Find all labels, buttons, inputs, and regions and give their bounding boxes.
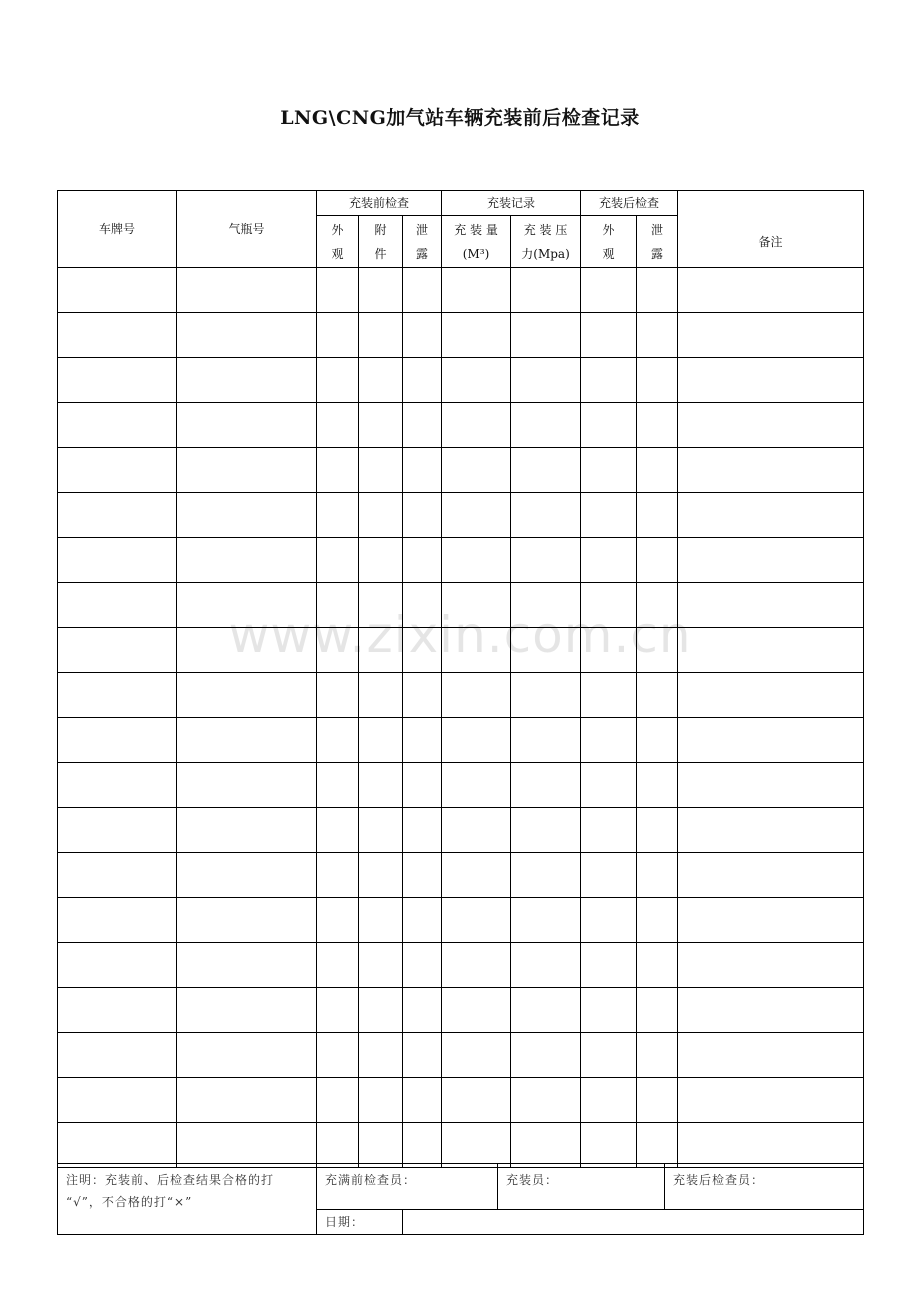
table-row	[58, 268, 864, 313]
record-cell[interactable]	[511, 898, 581, 943]
record-cell[interactable]	[442, 628, 511, 673]
record-cell[interactable]	[403, 718, 442, 763]
table-row	[58, 988, 864, 1033]
record-cell[interactable]	[581, 313, 637, 358]
record-cell[interactable]	[442, 358, 511, 403]
record-cell[interactable]	[177, 1123, 317, 1168]
record-cell[interactable]	[637, 313, 678, 358]
record-cell[interactable]	[581, 1078, 637, 1123]
record-cell[interactable]	[58, 268, 177, 313]
record-cell[interactable]	[442, 898, 511, 943]
record-cell[interactable]	[442, 808, 511, 853]
record-cell[interactable]	[58, 988, 177, 1033]
record-cell[interactable]	[359, 1123, 403, 1168]
record-cell[interactable]	[637, 898, 678, 943]
record-cell[interactable]	[511, 358, 581, 403]
record-cell[interactable]	[359, 403, 403, 448]
record-cell[interactable]	[581, 628, 637, 673]
record-cell[interactable]	[442, 1033, 511, 1078]
record-cell[interactable]	[58, 718, 177, 763]
record-cell[interactable]	[403, 898, 442, 943]
record-cell[interactable]	[442, 1123, 511, 1168]
record-cell[interactable]	[58, 493, 177, 538]
record-cell[interactable]	[678, 583, 864, 628]
record-cell[interactable]	[359, 583, 403, 628]
record-cell[interactable]	[317, 538, 359, 583]
record-cell[interactable]	[403, 1033, 442, 1078]
record-cell[interactable]	[581, 808, 637, 853]
record-cell[interactable]	[637, 853, 678, 898]
header-fill-record: 充装记录	[442, 191, 581, 216]
record-cell[interactable]	[177, 673, 317, 718]
record-cell[interactable]	[678, 358, 864, 403]
header-pre-appearance: 外 观	[317, 216, 359, 268]
header-fill-pressure: 充 装 压 力(Mpa)	[511, 216, 581, 268]
record-cell[interactable]	[442, 448, 511, 493]
record-cell[interactable]	[58, 853, 177, 898]
table-row	[58, 1033, 864, 1078]
record-cell[interactable]	[317, 268, 359, 313]
record-cell[interactable]	[58, 583, 177, 628]
record-cell[interactable]	[177, 538, 317, 583]
record-cell[interactable]	[317, 583, 359, 628]
record-cell[interactable]	[678, 673, 864, 718]
record-cell[interactable]	[442, 718, 511, 763]
record-cell[interactable]	[177, 943, 317, 988]
record-cell[interactable]	[442, 763, 511, 808]
header-post-leak: 泄 露	[637, 216, 678, 268]
record-cell[interactable]	[678, 1078, 864, 1123]
record-cell[interactable]	[359, 448, 403, 493]
footer-date-label: 日期：	[317, 1210, 403, 1235]
record-cell[interactable]	[403, 358, 442, 403]
header-plate-number: 车牌号	[58, 191, 177, 268]
record-cell[interactable]	[317, 313, 359, 358]
record-cell[interactable]	[317, 853, 359, 898]
record-cell[interactable]	[58, 403, 177, 448]
record-cell[interactable]	[317, 1033, 359, 1078]
record-cell[interactable]	[511, 763, 581, 808]
table-row	[58, 943, 864, 988]
record-cell[interactable]	[637, 583, 678, 628]
record-cell[interactable]	[678, 853, 864, 898]
record-cell[interactable]	[177, 493, 317, 538]
record-cell[interactable]	[177, 358, 317, 403]
table-row	[58, 448, 864, 493]
record-cell[interactable]	[359, 808, 403, 853]
record-cell[interactable]	[581, 403, 637, 448]
record-cell[interactable]	[58, 1033, 177, 1078]
record-cell[interactable]	[58, 358, 177, 403]
record-cell[interactable]	[637, 538, 678, 583]
inspection-table	[57, 190, 864, 1168]
record-cell[interactable]	[177, 313, 317, 358]
record-cell[interactable]	[359, 673, 403, 718]
record-cell[interactable]	[317, 358, 359, 403]
table-row	[58, 538, 864, 583]
table-row	[58, 673, 864, 718]
record-cell[interactable]	[177, 268, 317, 313]
record-cell[interactable]	[177, 763, 317, 808]
footer-note: 注明：充装前、后检查结果合格的打 “√”，不合格的打“×”	[58, 1164, 317, 1235]
footer-pre-inspector-field[interactable]: 充满前检查员：	[317, 1164, 498, 1210]
record-cell[interactable]	[511, 718, 581, 763]
record-cell[interactable]	[177, 808, 317, 853]
record-cell[interactable]	[442, 853, 511, 898]
record-cell[interactable]	[442, 403, 511, 448]
record-cell[interactable]	[359, 268, 403, 313]
record-cell[interactable]	[442, 493, 511, 538]
record-cell[interactable]	[177, 1033, 317, 1078]
record-cell[interactable]	[359, 718, 403, 763]
header-cylinder-number: 气瓶号	[177, 191, 317, 268]
record-cell[interactable]	[403, 988, 442, 1033]
record-cell[interactable]	[511, 943, 581, 988]
record-cell[interactable]	[403, 628, 442, 673]
record-cell[interactable]	[678, 808, 864, 853]
table-row	[58, 628, 864, 673]
record-cell[interactable]	[177, 853, 317, 898]
record-cell[interactable]	[403, 853, 442, 898]
record-cell[interactable]	[637, 403, 678, 448]
record-cell[interactable]	[359, 628, 403, 673]
record-cell[interactable]	[581, 673, 637, 718]
record-cell[interactable]	[581, 538, 637, 583]
record-cell[interactable]	[359, 1078, 403, 1123]
table-row	[58, 583, 864, 628]
header-pre-check: 充装前检查	[317, 191, 442, 216]
record-cell[interactable]	[403, 403, 442, 448]
record-cell[interactable]	[403, 808, 442, 853]
record-cell[interactable]	[317, 808, 359, 853]
record-cell[interactable]	[317, 628, 359, 673]
record-cell[interactable]	[442, 268, 511, 313]
record-cell[interactable]	[637, 493, 678, 538]
table-row	[58, 718, 864, 763]
record-cell[interactable]	[637, 988, 678, 1033]
record-cell[interactable]	[637, 943, 678, 988]
footer-table	[57, 1163, 864, 1235]
record-cell[interactable]	[511, 853, 581, 898]
record-cell[interactable]	[317, 403, 359, 448]
table-row	[58, 358, 864, 403]
record-cell[interactable]	[442, 988, 511, 1033]
record-cell[interactable]	[58, 1123, 177, 1168]
record-cell[interactable]	[511, 313, 581, 358]
header-remarks: 备注	[678, 191, 864, 268]
record-cell[interactable]	[58, 673, 177, 718]
record-cell[interactable]	[359, 853, 403, 898]
record-cell[interactable]	[359, 358, 403, 403]
record-cell[interactable]	[359, 943, 403, 988]
record-cell[interactable]	[511, 493, 581, 538]
record-cell[interactable]	[637, 808, 678, 853]
footer-filler-field[interactable]: 充装员：	[498, 1164, 665, 1210]
header-pre-fittings: 附 件	[359, 216, 403, 268]
record-cell[interactable]	[511, 538, 581, 583]
watermark: www.zixin.com.cn	[228, 606, 692, 664]
record-cell[interactable]	[678, 628, 864, 673]
record-cell[interactable]	[317, 988, 359, 1033]
document-title: LNG\CNG加气站车辆充装前后检查记录	[280, 107, 640, 129]
record-cell[interactable]	[581, 493, 637, 538]
record-cell[interactable]	[177, 403, 317, 448]
record-cell[interactable]	[442, 538, 511, 583]
table-row	[58, 763, 864, 808]
record-cell[interactable]	[581, 448, 637, 493]
record-cell[interactable]	[678, 943, 864, 988]
record-cell[interactable]	[581, 763, 637, 808]
record-cell[interactable]	[359, 1033, 403, 1078]
record-cell[interactable]	[403, 673, 442, 718]
footer-post-inspector-field[interactable]: 充装后检查员：	[665, 1164, 864, 1210]
record-cell[interactable]	[58, 538, 177, 583]
record-cell[interactable]	[442, 673, 511, 718]
record-cell[interactable]	[637, 1123, 678, 1168]
record-cell[interactable]	[177, 628, 317, 673]
record-cell[interactable]	[678, 313, 864, 358]
record-cell[interactable]	[58, 448, 177, 493]
record-cell[interactable]	[511, 628, 581, 673]
record-cell[interactable]	[359, 313, 403, 358]
record-cell[interactable]	[511, 583, 581, 628]
record-cell[interactable]	[678, 493, 864, 538]
record-cell[interactable]	[359, 493, 403, 538]
table-row	[58, 313, 864, 358]
record-cell[interactable]	[678, 718, 864, 763]
record-cell[interactable]	[317, 448, 359, 493]
record-cell[interactable]	[177, 988, 317, 1033]
record-cell[interactable]	[637, 1033, 678, 1078]
record-cell[interactable]	[58, 1078, 177, 1123]
record-cell[interactable]	[637, 268, 678, 313]
record-cell[interactable]	[637, 358, 678, 403]
table-row	[58, 1123, 864, 1168]
record-cell[interactable]	[403, 583, 442, 628]
record-cell[interactable]	[317, 898, 359, 943]
record-cell[interactable]	[317, 763, 359, 808]
header-pre-leak: 泄 露	[403, 216, 442, 268]
record-cell[interactable]	[581, 1033, 637, 1078]
record-cell[interactable]	[581, 988, 637, 1033]
record-cell[interactable]	[442, 313, 511, 358]
record-cell[interactable]	[317, 1078, 359, 1123]
record-cell[interactable]	[678, 403, 864, 448]
header-fill-volume: 充 装 量 (M³)	[442, 216, 511, 268]
record-cell[interactable]	[177, 583, 317, 628]
record-cell[interactable]	[581, 718, 637, 763]
record-cell[interactable]	[581, 853, 637, 898]
record-cell[interactable]	[177, 1078, 317, 1123]
record-cell[interactable]	[581, 583, 637, 628]
record-cell[interactable]	[403, 1123, 442, 1168]
record-cell[interactable]	[581, 358, 637, 403]
record-cell[interactable]	[678, 988, 864, 1033]
record-cell[interactable]	[177, 718, 317, 763]
record-cell[interactable]	[58, 898, 177, 943]
record-cell[interactable]	[58, 628, 177, 673]
record-cell[interactable]	[403, 268, 442, 313]
table-row	[58, 493, 864, 538]
record-cell[interactable]	[58, 808, 177, 853]
record-cell[interactable]	[511, 403, 581, 448]
record-cell[interactable]	[637, 763, 678, 808]
record-cell[interactable]	[317, 718, 359, 763]
record-cell[interactable]	[359, 988, 403, 1033]
record-cell[interactable]	[678, 1033, 864, 1078]
record-cell[interactable]	[403, 493, 442, 538]
record-cell[interactable]	[58, 763, 177, 808]
footer-date-field[interactable]	[403, 1210, 864, 1235]
header-post-check: 充装后检查	[581, 191, 678, 216]
record-cell[interactable]	[637, 718, 678, 763]
record-cell[interactable]	[581, 943, 637, 988]
record-cell[interactable]	[511, 1078, 581, 1123]
record-cell[interactable]	[511, 1033, 581, 1078]
record-cell[interactable]	[403, 448, 442, 493]
table-row	[58, 898, 864, 943]
record-cell[interactable]	[678, 268, 864, 313]
record-cell[interactable]	[177, 898, 317, 943]
record-cell[interactable]	[177, 448, 317, 493]
header-post-appearance: 外 观	[581, 216, 637, 268]
record-cell[interactable]	[58, 943, 177, 988]
record-cell[interactable]	[442, 943, 511, 988]
record-cell[interactable]	[359, 538, 403, 583]
record-cell[interactable]	[403, 313, 442, 358]
record-cell[interactable]	[317, 943, 359, 988]
table-row	[58, 853, 864, 898]
record-cell[interactable]	[637, 448, 678, 493]
record-cell[interactable]	[581, 898, 637, 943]
record-cell[interactable]	[511, 448, 581, 493]
record-cell[interactable]	[58, 313, 177, 358]
record-cell[interactable]	[637, 1078, 678, 1123]
record-rows	[58, 268, 864, 1168]
record-cell[interactable]	[511, 988, 581, 1033]
record-cell[interactable]	[678, 898, 864, 943]
record-cell[interactable]	[403, 763, 442, 808]
record-cell[interactable]	[359, 898, 403, 943]
record-cell[interactable]	[511, 1123, 581, 1168]
record-cell[interactable]	[581, 1123, 637, 1168]
record-cell[interactable]	[637, 628, 678, 673]
record-cell[interactable]	[317, 673, 359, 718]
record-cell[interactable]	[317, 493, 359, 538]
record-cell[interactable]	[678, 538, 864, 583]
table-row	[58, 1078, 864, 1123]
record-cell[interactable]	[403, 943, 442, 988]
record-cell[interactable]	[511, 268, 581, 313]
record-cell[interactable]	[511, 673, 581, 718]
record-cell[interactable]	[442, 1078, 511, 1123]
record-cell[interactable]	[317, 1123, 359, 1168]
record-cell[interactable]	[637, 673, 678, 718]
record-cell[interactable]	[403, 538, 442, 583]
table-row	[58, 808, 864, 853]
record-cell[interactable]	[442, 583, 511, 628]
record-cell[interactable]	[678, 1123, 864, 1168]
record-cell[interactable]	[403, 1078, 442, 1123]
record-cell[interactable]	[359, 763, 403, 808]
record-cell[interactable]	[511, 808, 581, 853]
record-cell[interactable]	[678, 763, 864, 808]
record-cell[interactable]	[581, 268, 637, 313]
table-row	[58, 403, 864, 448]
record-cell[interactable]	[678, 448, 864, 493]
